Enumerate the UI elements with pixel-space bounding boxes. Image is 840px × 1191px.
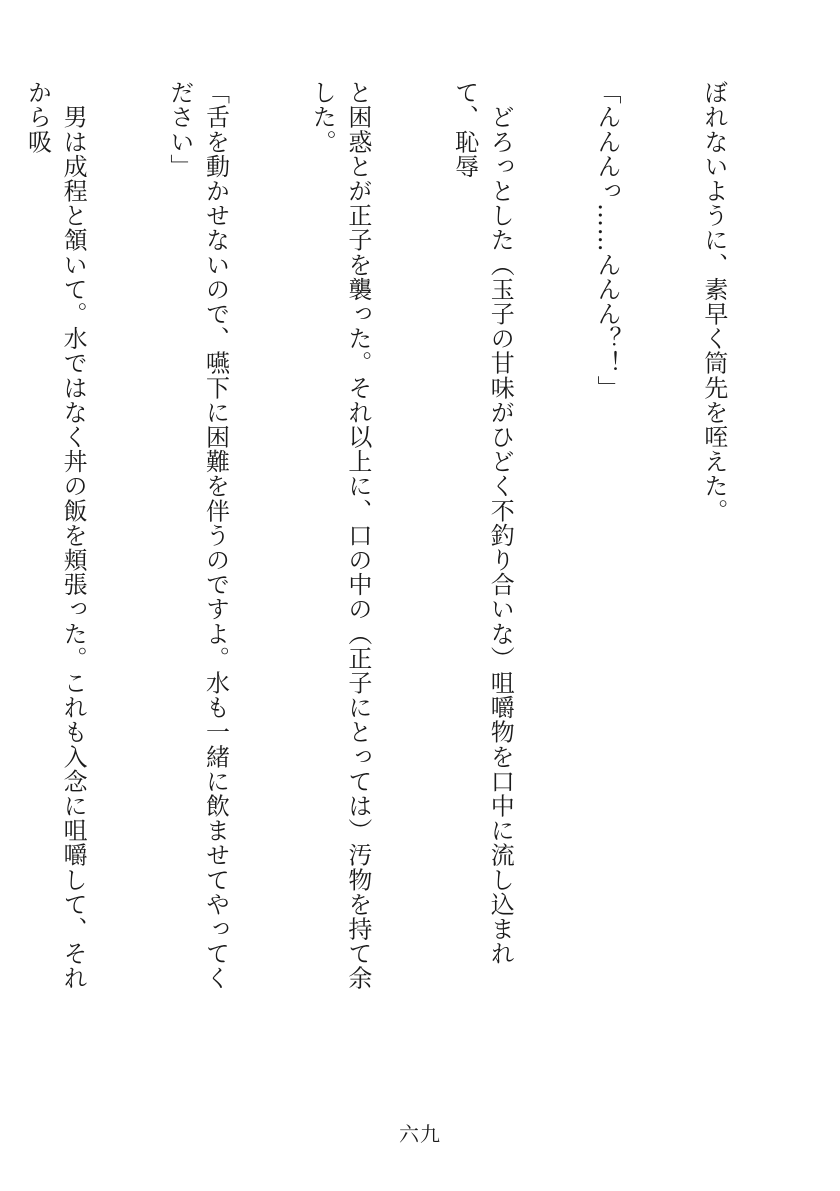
text-line: と困惑とが正子を襲った。それ以上に、口の中の（正子にとっては）汚物を持て余した。 [308, 80, 372, 991]
text-line: ぼれないように、素早く筒先を咥えた。 [699, 80, 728, 523]
text-line: 「んんんっ……んんん？！」 [593, 80, 622, 400]
text-line: 「舌を動かせないので、嚥下に困難を伴うのですよ。水も一緒に飲ませてやってください」 [165, 80, 230, 991]
page-number: 六九 [399, 1122, 441, 1146]
text-line: どろっとした（玉子の甘味がひどく不釣り合いな）咀嚼物を口中に流し込まれて、恥辱 [450, 80, 515, 966]
vertical-text-body [22, 80, 802, 1000]
text-line: 男は成程と頷いて。水ではなく丼の飯を頬張った。これも入念に咀嚼して、それから吸 [23, 80, 88, 991]
